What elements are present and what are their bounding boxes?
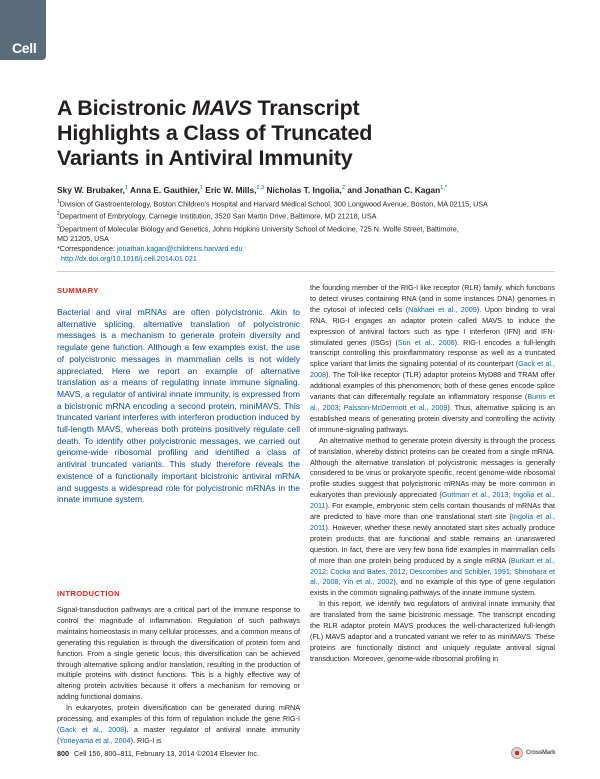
left-column-body (57, 605, 300, 747)
author-name: Eric W. Mills, (205, 185, 257, 195)
citation-link[interactable]: Burkart et al., 2012; Cocka and Bates, 2012; Descombes and Schibler, 1991; Shinohara et al., 2008; Yin et al., 2002 (310, 555, 555, 587)
paper-title (57, 96, 497, 171)
journal-logo (0, 0, 58, 68)
affiliation (57, 234, 557, 244)
citation-link[interactable]: Yoneyama et al., 2004 (59, 735, 131, 745)
summary-heading: SUMMARY (57, 286, 99, 295)
affiliation-text: Department of Molecular Biology and Genetics, Johns Hopkins University School of Medicine, 725 N. Wolfe Street, Baltimore, (59, 224, 459, 234)
citation-link[interactable]: Sun et al., 2006 (397, 337, 455, 347)
doi-line (57, 254, 557, 264)
title-part-2: Transcript (251, 96, 360, 120)
title-line-2: Highlights a Class of Truncated (57, 121, 373, 145)
title-gene-name: MAVS (192, 96, 252, 120)
author-name: and Jonathan C. Kagan (347, 185, 441, 195)
paragraph-text: ). RIG-I encodes a full-length transcript controlling this proinflammatory response as well as a truncated splice variant that limits the signaling potential of its counterpart ( (310, 337, 555, 369)
paragraph-text: An alternative method to generate protein diversity is through the process of translation, whereby distinct proteins can be created from a single mRNA. Although the alternative translation of polycistronic messages is generally considered to be virus or prokaryote specific, recent genome-wide ribosomal profile studies suggest that polycistronic mRNAs may be more common in eukaryotes than previously appreciated ( (310, 435, 555, 500)
author-name: Nicholas T. Ingolia, (266, 185, 342, 195)
logo-text: Cell (12, 40, 37, 56)
author-list (57, 185, 557, 195)
paragraph-text: In eukaryotes, protein diversification can be generated during mRNA processing, and examples of this form of regulation include the gene RIG-I ( (57, 703, 300, 734)
paragraph-text: the founding member of the RIG-I like receptor (RLR) family, which functions to detect viruses containing RNA (and in some instances DNA) genomes in the cytosol of infected cells ( (310, 283, 555, 314)
affiliation-sup: 2 (57, 211, 60, 218)
summary-text: Bacterial and viral mRNAs are often polycistronic. Akin to alternative splicing, alternative translation of polycistronic messages is a mechanism to generate protein diversity and regulate gene function. Although a few examples exist, the use of polycistronic messages in mammalian cells is not widely appreciated. Here we report an example of alternative translation as a means of regulating innate immune signaling. MAVS, a regulator of antiviral innate immunity, is expressed from a bicistronic mRNA encoding a second protein, miniMAVS. This truncated variant interferes with interferon production induced by full-length MAVS, whereas both proteins positively regulate cell death. To identify other polycistronic messages, we carried out genome-wide ribosomal profiling and identified a class of antiviral truncated variants. This study therefore reveals the existence of a functionally important bicistronic antiviral mRNA and suggests a widespread role for polycistronic mRNAs in the innate immune system. (57, 307, 300, 505)
paragraph-text: ). However, whether these newly annotated start sites actually produce protein products that are functional and stable remains an unanswered question. In fact, there are very few bona fide examples in mammalian cells of more than one protein being produced by a single mRNA ( (310, 522, 555, 565)
title-part-1: A Bicistronic (57, 96, 192, 120)
correspondence (57, 244, 557, 254)
author-affil-sup: 1 (124, 185, 129, 192)
citation-link[interactable]: Nakhaei et al., 2009 (408, 304, 477, 314)
affiliations (57, 197, 557, 264)
header-divider (57, 271, 555, 272)
introduction-heading: INTRODUCTION (57, 589, 121, 598)
author-name: Anna E. Gauthier, (130, 185, 200, 195)
paragraph-text: ). The Toll-like receptor (TLR) adaptor proteins MyD88 and TRAM offer additional examples of this phenomenon; both of these genes encode splice variants that can differentially regulate an inflammatory response ( (310, 370, 555, 402)
citation-link[interactable]: Gack et al., 2008 (59, 724, 125, 734)
crossmark-icon (511, 747, 523, 759)
paragraph-text: ), a master regulator of antiviral innate immunity ( (57, 724, 300, 745)
author-affil-sup: 2,3 (256, 185, 265, 192)
citation-link[interactable]: Gack et al., 2008 (310, 359, 555, 380)
journal-citation: Cell 156, 800–811, February 13, 2014 ©2014 Elsevier Inc. (74, 749, 259, 758)
affiliation-text: MD 21205, USA (57, 234, 109, 244)
author-affil-sup: 1,* (440, 185, 448, 192)
affiliation-text: Division of Gastroenterology, Boston Children's Hospital and Harvard Medical School, 300 Longwood Avenue, Boston, MA 02115, USA (59, 199, 488, 209)
paragraph-text: ). RIG-I is (130, 735, 162, 745)
page-number: 800 (57, 749, 69, 758)
page-footer (57, 749, 259, 758)
affiliation (57, 197, 557, 209)
citation-link[interactable]: Ingolia et al., 2011 (310, 512, 555, 532)
affiliation-sup: 3 (57, 223, 60, 230)
doi-link[interactable]: http://dx.doi.org/10.1016/j.cell.2014.01.021 (61, 254, 197, 264)
right-column-body (310, 283, 555, 665)
paragraph-text: ), and no example of this type of gene regulation exists in the common signaling pathways of the innate immune system. (310, 577, 555, 598)
right-paragraph-1 (310, 283, 555, 436)
paragraph-text: ). For example, embryonic stem cells contain thousands of mRNAs that are predicted to have more than one translational start site ( (310, 501, 555, 522)
title-line-3: Variants in Antiviral Immunity (57, 146, 353, 170)
intro-paragraph-2 (57, 703, 300, 747)
affiliation-text: Department of Embryology, Carnegie Institution, 3520 San Martin Drive, Baltimore, MD 21218, USA (59, 211, 377, 221)
affiliation (57, 222, 557, 234)
citation-link[interactable]: Burns et al., 2003; Palsson-McDermott et al., 2009 (310, 392, 555, 412)
paragraph-text: ). Thus, alternative splicing is an established means of generating protein diversity and controlling the activity of immune-signaling pathways. (310, 402, 555, 434)
author-affil-sup: 2 (341, 185, 345, 192)
crossmark-badge[interactable] (511, 747, 555, 759)
author-name: Sky W. Brubaker, (57, 185, 125, 195)
correspondence-label: *Correspondence: (57, 244, 117, 254)
right-paragraph-3: In this report, we identify two regulators of antiviral innate immunity that are translated from the same bicistronic message. The transcript encoding the RLR adaptor protein MAVS produces the well-characterized full-length (FL) MAVS adaptor and a truncated variant we refer to as miniMAVS. These proteins are functionally distinct and uniquely regulate antiviral signal transduction. Moreover, genome-wide ribosomal profiling in (310, 599, 555, 663)
right-paragraph-2 (310, 436, 555, 600)
citation-link[interactable]: Guttman et al., 2013; Ingolia et al., 2011 (310, 490, 555, 511)
affiliation (57, 209, 557, 221)
crossmark-label: CrossMark (526, 750, 556, 756)
intro-paragraph-1: Signal-transduction pathways are a critical part of the immune response to control the magnitude of inflammation. Regulation of such pathways maintains homeostasis in many cellular processes, and a common means of generating this regulation is through the diversification of protein form and function. From a single genetic locus, this diversification can be achieved through alternative splicing and/or translation, resulting in the production of multiple proteins with distinct functions. This is a highly effective way of altering protein activities because it offers a mechanism for removing or adding functional domains. (57, 605, 300, 702)
affiliation-sup: 1 (57, 199, 60, 205)
author-affil-sup: 1 (199, 185, 203, 192)
paragraph-text: ). Upon binding to viral RNA, RIG-I engages an adaptor protein called MAVS to induce the expression of antiviral factors such as type I interferon (IFN) and IFN-stimulated genes (ISGs) ( (310, 304, 555, 347)
correspondence-email-link[interactable]: jonathan.kagan@childrens.harvard.edu (116, 244, 243, 254)
